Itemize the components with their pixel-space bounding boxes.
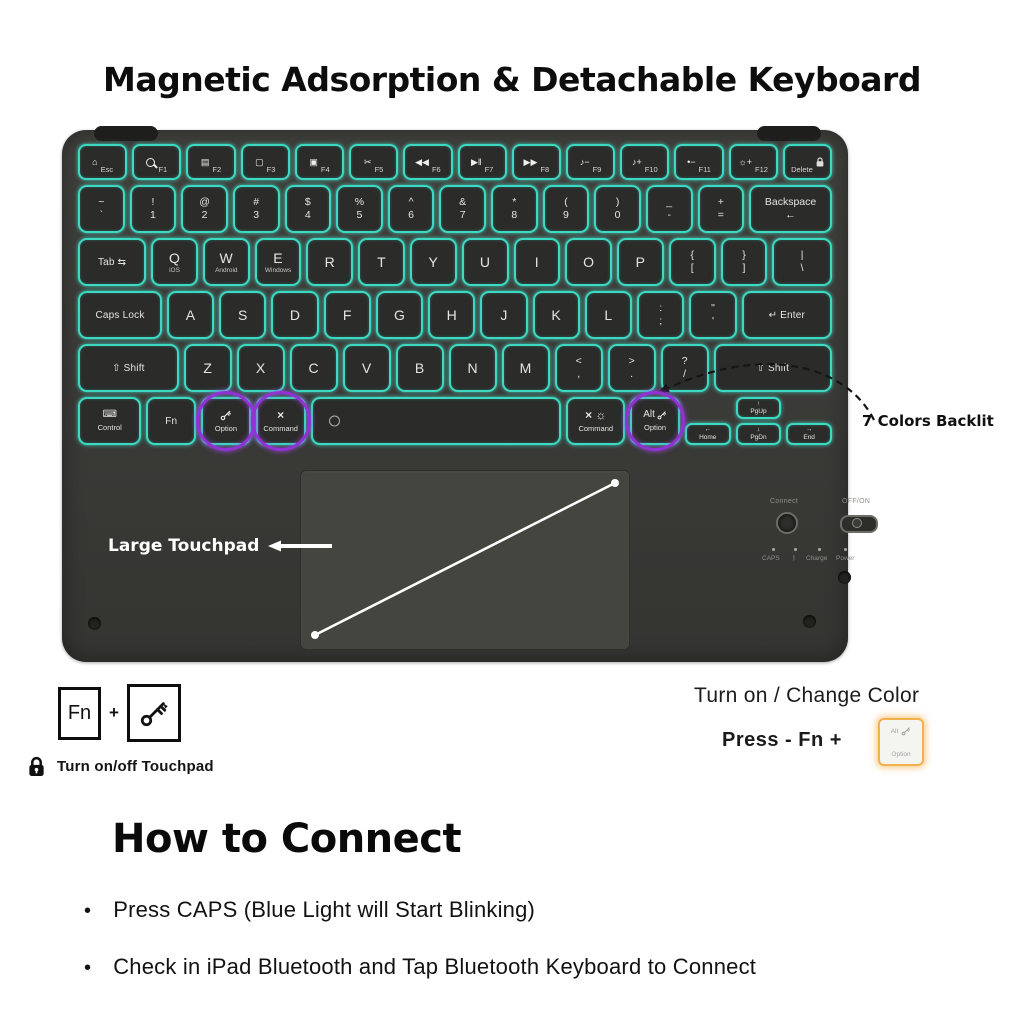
key-icon-box	[127, 684, 181, 742]
key-area	[78, 144, 832, 450]
hinge-tab-right	[757, 126, 821, 141]
key-q: Q iOS	[151, 238, 198, 286]
fn-icon: ▢	[255, 156, 264, 167]
key-a: A	[167, 291, 214, 339]
key-home: ← Home	[685, 423, 731, 445]
touchpad-diagonal-line	[301, 471, 629, 649]
keyboard-row-1	[78, 185, 832, 233]
key-option: Alt Option	[630, 397, 680, 445]
key-enter: ↵ Enter	[742, 291, 832, 339]
key-icon-small	[901, 726, 911, 736]
key-esc: ⌂ Esc	[78, 144, 127, 180]
key-: < ,	[555, 344, 603, 392]
fn-icon: ▤	[200, 156, 210, 167]
key-shift: ⇧ Shift	[78, 344, 179, 392]
lock-icon	[816, 157, 824, 167]
key-w: W Android	[203, 238, 250, 286]
page-title: Magnetic Adsorption & Detachable Keyboard	[103, 60, 921, 99]
key-f2: ▤ F2	[186, 144, 235, 180]
key-: + =	[698, 185, 745, 233]
key-command: × Command	[256, 397, 306, 445]
key-6: ^ 6	[388, 185, 435, 233]
fn-icon: •−	[687, 156, 696, 167]
fn-icon: ◀◀	[415, 156, 429, 167]
key-: : ;	[637, 291, 684, 339]
key-f5: ✂ F5	[349, 144, 398, 180]
key-0: ) 0	[594, 185, 641, 233]
key-o: O	[565, 238, 612, 286]
key-u: U	[462, 238, 509, 286]
key-3: # 3	[233, 185, 280, 233]
key-r: R	[306, 238, 353, 286]
key-glyph-icon	[220, 409, 232, 421]
keyboard-row-5	[78, 397, 832, 445]
key-d: D	[271, 291, 318, 339]
alt-label: Alt	[890, 727, 899, 735]
bullet-1	[84, 897, 535, 923]
power-label: OFF/ON	[842, 498, 871, 505]
key-f3: ▢ F3	[241, 144, 290, 180]
pgup-pgdn-stack	[736, 397, 782, 445]
bullet-dot: •	[84, 900, 92, 922]
key-f7: ▶‖ F7	[458, 144, 507, 180]
key-f11: •− F11	[674, 144, 723, 180]
touchpad-toggle-text: Turn on/off Touchpad	[57, 758, 214, 775]
key-: > .	[608, 344, 656, 392]
key-l: L	[585, 291, 632, 339]
key-n: N	[449, 344, 497, 392]
key-f4: ▣ F4	[295, 144, 344, 180]
screw-bottom-left	[88, 617, 101, 630]
key-: ? /	[661, 344, 709, 392]
key-f6: ◀◀ F6	[403, 144, 452, 180]
key-g: G	[376, 291, 423, 339]
key-z: Z	[184, 344, 232, 392]
key-f: F	[324, 291, 371, 339]
key-x: X	[237, 344, 285, 392]
key-e: E Windows	[255, 238, 302, 286]
key-b: B	[396, 344, 444, 392]
key-f8: ▶▶ F8	[512, 144, 561, 180]
search-icon	[146, 158, 155, 167]
key-caps-lock: Caps Lock	[78, 291, 162, 339]
fn-key-box: Fn	[58, 687, 101, 740]
caps-led	[772, 548, 775, 551]
key-delete: Delete	[783, 144, 832, 180]
keyboard-row-2	[78, 238, 832, 286]
backlit-annotation: 7 Colors Backlit	[862, 412, 994, 430]
key-i: I	[514, 238, 561, 286]
bullet-2	[84, 954, 756, 980]
key-8: * 8	[491, 185, 538, 233]
key-: | \	[772, 238, 832, 286]
option-label: Option	[891, 751, 911, 758]
option-key-top	[891, 726, 912, 736]
bluetooth-led	[794, 548, 797, 551]
fn-icon: ▶▶	[523, 156, 538, 167]
key-space	[311, 397, 562, 445]
key-j: J	[480, 291, 527, 339]
screw-right	[838, 571, 851, 584]
key-y: Y	[410, 238, 457, 286]
keyboard-body	[62, 130, 871, 662]
key-4: $ 4	[285, 185, 332, 233]
key-command: × ☼ Command	[566, 397, 625, 445]
touchpad	[300, 470, 630, 650]
hinge-tab-left	[94, 126, 158, 141]
power-switch	[840, 515, 878, 533]
charge-led	[818, 548, 821, 551]
fn-icon: ⌂	[92, 156, 98, 167]
fn-icon: ♪−	[579, 156, 590, 167]
keyboard-row-0	[78, 144, 832, 180]
key-: Backspace ←	[749, 185, 832, 233]
key-: _ -	[646, 185, 693, 233]
key-f9: ♪− F9	[566, 144, 615, 180]
key-option: Option	[201, 397, 251, 445]
key-end: → End	[786, 423, 832, 445]
left-arrow-icon	[267, 539, 333, 553]
keyboard-row-3	[78, 291, 832, 339]
option-key-image	[878, 718, 924, 766]
key-shift: ⇧ Shift	[714, 344, 832, 392]
lock-icon	[28, 756, 45, 777]
fn-combo	[58, 684, 181, 742]
keyboard-row-4	[78, 344, 832, 392]
key-9: ( 9	[543, 185, 590, 233]
key-tab: Tab ⇆	[78, 238, 146, 286]
fn-icon: ✂	[364, 156, 372, 167]
key-: ~ `	[78, 185, 125, 233]
led-label-charge: Charge	[806, 555, 828, 562]
nav-key-wrap	[685, 397, 731, 445]
touchpad-annotation	[108, 536, 333, 556]
bluetooth-icon: ᛒ	[792, 555, 796, 562]
bullet-2-text: Check in iPad Bluetooth and Tap Bluetooth Keyboard to Connect	[113, 954, 757, 979]
turn-on-change-color: Turn on / Change Color	[694, 684, 920, 707]
bullet-1-text: Press CAPS (Blue Light will Start Blinking)	[113, 897, 536, 922]
connect-label: Connect	[770, 498, 799, 505]
key-: } ]	[721, 238, 768, 286]
plus-sign: +	[109, 703, 119, 722]
key-pgup: ↑ PgUp	[736, 397, 782, 419]
key-h: H	[428, 291, 475, 339]
key-7: & 7	[439, 185, 486, 233]
screw-bottom-right	[803, 615, 816, 628]
power-led	[844, 548, 847, 551]
led-label-power: Power	[836, 555, 855, 562]
how-to-connect-heading: How to Connect	[112, 816, 462, 862]
key-f10: ♪+ F10	[620, 144, 669, 180]
connect-button	[776, 512, 798, 534]
key-5: % 5	[336, 185, 383, 233]
key-f1: F1	[132, 144, 181, 180]
key-t: T	[358, 238, 405, 286]
touchpad-toggle-note	[28, 756, 214, 777]
fn-icon: ▶‖	[470, 156, 482, 167]
key-v: V	[343, 344, 391, 392]
key-c: C	[290, 344, 338, 392]
key-2: @ 2	[181, 185, 228, 233]
key-icon	[139, 698, 169, 728]
touchpad-annotation-text: Large Touchpad	[108, 536, 260, 556]
key-: { [	[669, 238, 716, 286]
bullet-dot: •	[84, 957, 92, 979]
key-glyph-icon	[657, 410, 667, 420]
control-panel	[752, 496, 922, 576]
nav-key-wrap	[786, 397, 832, 445]
key-: " '	[689, 291, 736, 339]
key-pgdn: ↓ PgDn	[736, 423, 782, 445]
fn-icon: ▣	[309, 156, 318, 167]
key-f12: ☼+ F12	[729, 144, 778, 180]
key-k: K	[533, 291, 580, 339]
key-p: P	[617, 238, 664, 286]
led-label-caps: CAPS	[762, 555, 780, 562]
key-control: ⌨ Control	[78, 397, 141, 445]
key-m: M	[502, 344, 550, 392]
key-s: S	[219, 291, 266, 339]
key-1: ! 1	[130, 185, 177, 233]
fn-icon: ♪+	[631, 156, 642, 167]
press-fn-plus: Press - Fn +	[722, 729, 842, 751]
fn-icon: ☼+	[738, 156, 753, 167]
key-fn: Fn	[146, 397, 196, 445]
